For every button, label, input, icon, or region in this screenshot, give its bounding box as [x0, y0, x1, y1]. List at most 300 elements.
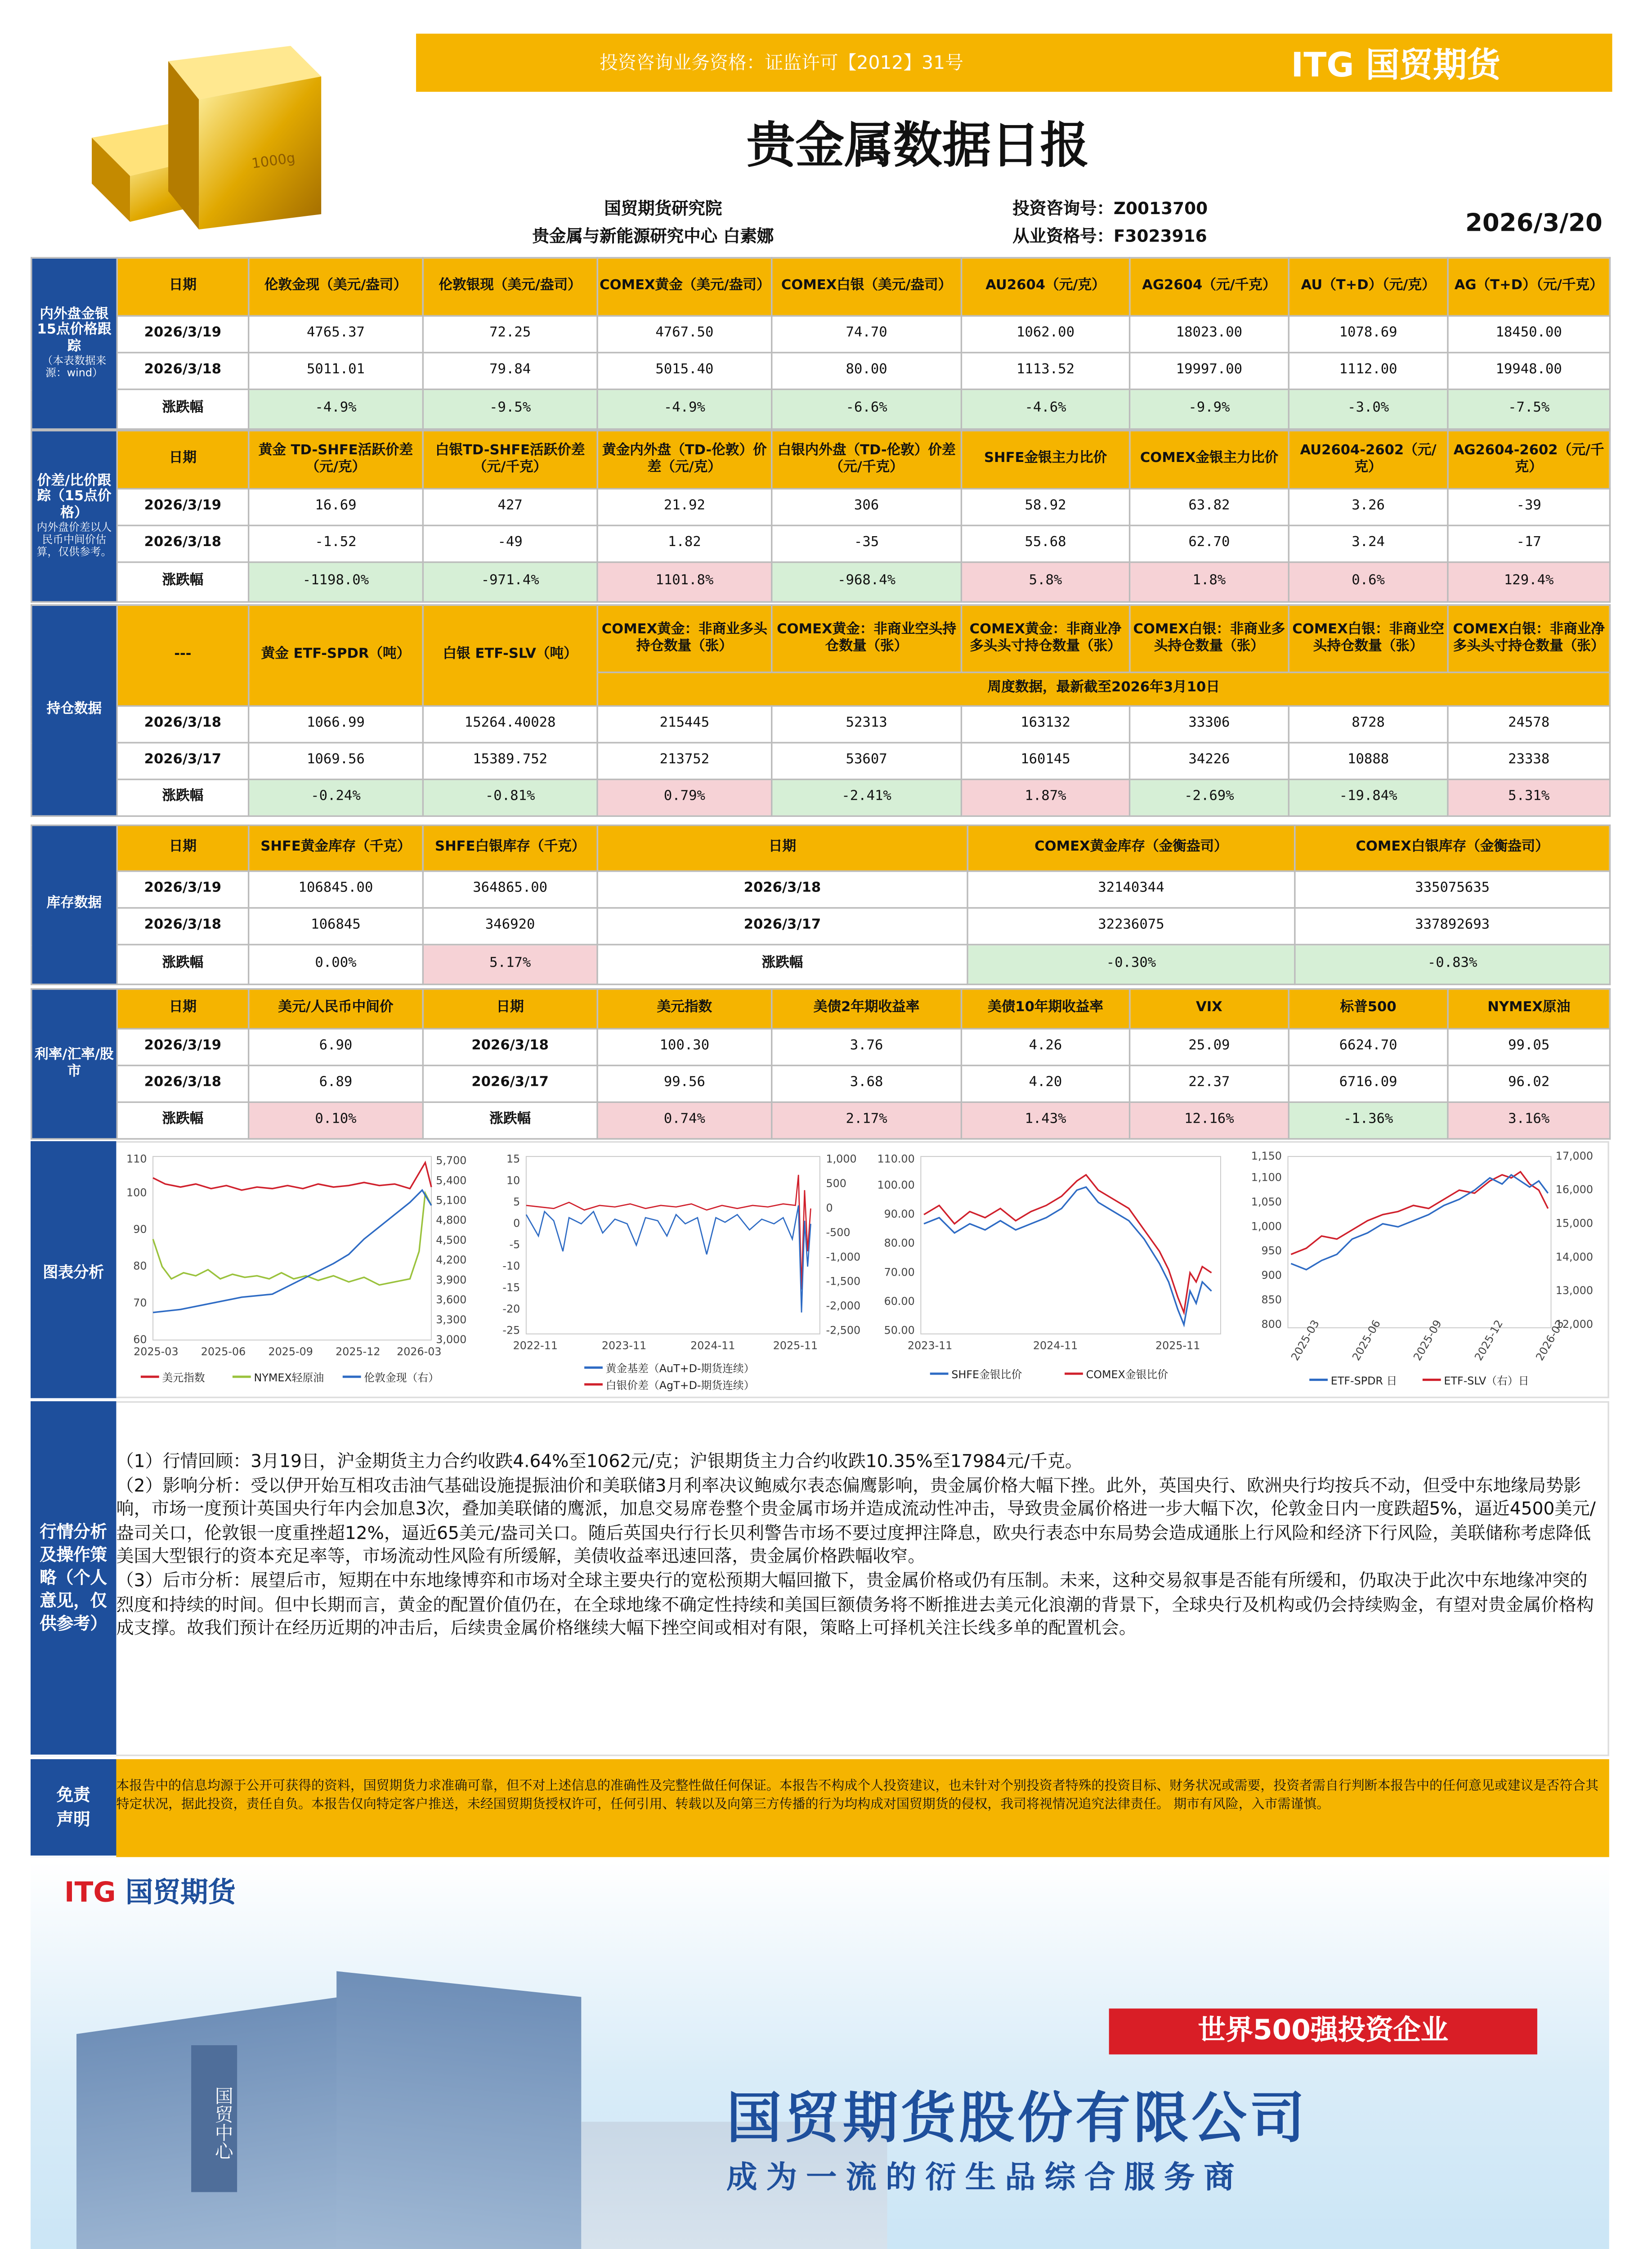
x-ticks: [513, 1340, 818, 1352]
legend-label: COMEX金银比价: [1086, 1368, 1168, 1381]
section-label-price: 内外盘金银15点价格跟踪 （本表数据来源：wind）: [31, 258, 117, 429]
header-cell: SHFE金银主力比价: [961, 430, 1129, 488]
value-cell: 6716.09: [1289, 1066, 1448, 1102]
tick-label: 60: [133, 1333, 147, 1346]
legend-label: 白银价差（AgT+D-期货连续）: [605, 1379, 755, 1392]
y-left-ticks: [877, 1153, 914, 1337]
tick-label: 1,000: [1251, 1220, 1282, 1233]
value-cell: 25.09: [1130, 1029, 1289, 1066]
value-cell: -35: [772, 525, 962, 562]
date-cell: 2026/3/18: [117, 525, 248, 562]
change-cell: 5.31%: [1448, 780, 1610, 816]
legend-label: NYMEX轻原油: [254, 1371, 324, 1384]
tick-label: 70.00: [884, 1266, 915, 1279]
value-cell: 364865.00: [423, 871, 597, 908]
tick-label: 2026-03: [397, 1345, 442, 1358]
change-cell: 1.87%: [961, 780, 1129, 816]
value-cell: 3.24: [1289, 525, 1448, 562]
tick-label: 2025-11: [773, 1339, 818, 1352]
tick-label: -5: [509, 1238, 520, 1251]
series-line-comex-ratio: [924, 1175, 1211, 1313]
table-positions: [31, 604, 1611, 817]
header-cell: 日期: [423, 989, 597, 1029]
change-cell: 0.10%: [249, 1102, 423, 1139]
tick-label: 2023-11: [601, 1339, 647, 1352]
x-ticks: [134, 1345, 441, 1358]
header-cell: COMEX黄金：非商业净多头头寸持仓数量（张）: [961, 605, 1129, 672]
header-cell: 标普500: [1289, 989, 1448, 1029]
change-cell: 0.00%: [249, 945, 423, 984]
change-cell: 0.6%: [1289, 562, 1448, 602]
value-cell: 215445: [597, 706, 772, 743]
series-line-dxy: [153, 1163, 431, 1190]
practice-number: 从业资格号：F3023916: [1012, 226, 1207, 246]
header-cell: 白银内外盘（TD-伦敦）价差（元/千克）: [772, 430, 962, 488]
report-date: 2026/3/20: [1465, 208, 1603, 237]
y-right-ticks: [1556, 1150, 1593, 1331]
tick-label: 15: [506, 1152, 520, 1165]
tick-label: 3,900: [436, 1273, 467, 1286]
header-cell: 美债2年期收益率: [772, 989, 962, 1029]
tick-label: 80: [133, 1259, 147, 1272]
tick-label: 5,100: [436, 1194, 467, 1207]
header-cell: ---: [117, 605, 248, 706]
table-row: [31, 316, 1610, 353]
value-cell: 4.20: [961, 1066, 1129, 1102]
series-line-spdr: [1291, 1175, 1548, 1270]
header-cell: 美债10年期收益率: [961, 989, 1129, 1029]
value-cell: 18450.00: [1448, 316, 1610, 353]
table-row: [31, 525, 1610, 562]
table-row: [31, 489, 1610, 526]
consult-number: 投资咨询号：Z0013700: [1012, 199, 1208, 219]
change-cell: -4.9%: [249, 390, 423, 429]
header-cell: 黄金 TD-SHFE活跃价差（元/克）: [249, 430, 423, 488]
company-slogan: 成为一流的衍生品综合服务商: [726, 2158, 1244, 2195]
y-left-ticks: [1251, 1150, 1282, 1331]
value-cell: 99.05: [1448, 1029, 1610, 1066]
analysis-impact: （2）影响分析：受以伊开始互相攻击油气基础设施提振油价和美联储3月利率决议鲍威尔表态偏鹰影响，贵金属价格大幅下挫。此外，英国央行、欧洲央行均按兵不动，但受中东地缘局势影响，市场一度预计英国央行年内会加息3次，叠加美联储的鹰派，加息交易席卷整个贵金属市场并造成流动性冲击，导致贵金属价格进一步大幅下次，伦敦金日内一度跌超5%，逼近4500美元/盎司关口，伦敦银一度重挫超12%，逼近65美元/盎司关口。随后英国央行行长贝利警告市场不要过度押注降息，欧央行表态中东局势会造成通胀上行风险和经济下行风险，美联储称考虑降低美国大型银行的资本充足率等，市场流动性风险有所缓解，美债收益率迅速回落，贵金属价格跌幅收窄。: [116, 1474, 1596, 1567]
tick-label: 5: [513, 1195, 520, 1208]
gold-bar-image: [76, 31, 336, 245]
tick-label: 12,000: [1555, 1317, 1593, 1331]
tick-label: 110.00: [877, 1152, 915, 1165]
change-row: [31, 1102, 1610, 1139]
change-cell: -0.81%: [423, 780, 597, 816]
tick-label: 800: [1261, 1317, 1282, 1331]
change-cell: -19.84%: [1289, 780, 1448, 816]
change-cell: 0.79%: [597, 780, 772, 816]
value-cell: 15389.752: [423, 743, 597, 780]
value-cell: 5011.01: [249, 353, 423, 390]
change-label: 涨跌幅: [597, 945, 967, 984]
table-spread-tracking: [31, 430, 1611, 603]
value-cell: 3.76: [772, 1029, 962, 1066]
legend-label: ETF-SLV（右）日: [1444, 1374, 1529, 1387]
disclaimer-text: 本报告中的信息均源于公开可获得的资料，国贸期货力求准确可靠，但不对上述信息的准确性及完整性做任何保证。本报告不构成个人投资建议，也未针对个别投资者特殊的投资目标、财务状况或需要，投资者需自行判断本报告中的任何意见或建议是否符合其特定状况，据此投资，责任自负。本报告仅向特定客户推送，未经国贸期货授权许可，任何引用、转载以及向第三方传播的行为均构成对国贸期货的侵权，我司将视情况追究法律责任。 期市有风险，入市需谨慎。: [116, 1779, 1598, 1813]
value-cell: -49: [423, 525, 597, 562]
tick-label: 1,050: [1251, 1195, 1282, 1208]
change-row: [31, 945, 1610, 984]
header-cell: COMEX白银（美元/盎司）: [772, 258, 962, 316]
value-cell: 1069.56: [249, 743, 423, 780]
plot-frame: [921, 1156, 1221, 1334]
tick-label: 90.00: [884, 1208, 915, 1221]
section-label-inventory: 库存数据: [31, 825, 117, 985]
value-cell: 79.84: [423, 353, 597, 390]
date-cell: 2026/3/18: [423, 1029, 597, 1066]
table-row: [31, 743, 1610, 780]
chart-basis-spread: [492, 1144, 867, 1395]
change-row: [31, 562, 1610, 602]
header-cell: AG2604-2602（元/千克）: [1448, 430, 1610, 488]
header-cell: AU2604-2602（元/克）: [1289, 430, 1448, 488]
tick-label: -500: [826, 1226, 851, 1239]
tick-label: 50.00: [884, 1324, 915, 1337]
change-label: 涨跌幅: [117, 562, 248, 602]
table-row: [31, 1029, 1610, 1066]
page-title: 贵金属数据日报: [746, 116, 1089, 175]
header-cell: 伦敦金现（美元/盎司）: [249, 258, 423, 316]
change-cell: -9.5%: [423, 390, 597, 429]
plot-frame: [1288, 1156, 1551, 1328]
date-cell: 2026/3/18: [117, 1066, 248, 1102]
series-line-slv: [1291, 1172, 1548, 1254]
value-cell: 99.56: [597, 1066, 772, 1102]
change-label: 涨跌幅: [117, 1102, 248, 1139]
tick-label: 90: [133, 1223, 147, 1236]
header-cell: SHFE黄金库存（千克）: [249, 825, 423, 871]
legend: [141, 1371, 439, 1384]
research-center: 贵金属与新能源研究中心 白素娜: [532, 226, 774, 246]
legend-label: ETF-SPDR 日: [1330, 1374, 1397, 1387]
tick-label: -10: [502, 1259, 520, 1272]
legend-label: 美元指数: [162, 1371, 205, 1384]
change-cell: -1.36%: [1289, 1102, 1448, 1139]
change-cell: -7.5%: [1448, 390, 1610, 429]
building-sign: 国贸中心: [191, 2045, 237, 2192]
header-cell: AG（T+D）（元/千克）: [1448, 258, 1610, 316]
header-cell: COMEX黄金（美元/盎司）: [597, 258, 772, 316]
change-cell: -4.9%: [597, 390, 772, 429]
tick-label: -20: [502, 1302, 520, 1315]
value-cell: 5015.40: [597, 353, 772, 390]
value-cell: 96.02: [1448, 1066, 1610, 1102]
tick-label: 4,200: [436, 1254, 467, 1267]
value-cell: 3.68: [772, 1066, 962, 1102]
institute: 国贸期货研究院: [604, 199, 722, 219]
value-cell: 1113.52: [961, 353, 1129, 390]
section-label-positions: 持仓数据: [31, 605, 117, 816]
section-label-spread: 价差/比价跟踪（15点价格） 内外盘价差以人民币中间价估算，仅供参考。: [31, 430, 117, 602]
change-cell: 2.17%: [772, 1102, 962, 1139]
header-cell: COMEX黄金：非商业空头持仓数量（张）: [772, 605, 962, 672]
header-cell: 白银 ETF-SLV（吨）: [423, 605, 597, 706]
header-cell: 黄金内外盘（TD-伦敦）价差（元/克）: [597, 430, 772, 488]
value-cell: 427: [423, 489, 597, 526]
value-cell: 8728: [1289, 706, 1448, 743]
table-row: [31, 1066, 1610, 1102]
value-cell: 58.92: [961, 489, 1129, 526]
legend-label: 伦敦金现（右）: [364, 1371, 439, 1384]
tick-label: 2025-09: [268, 1345, 313, 1358]
change-cell: 1101.8%: [597, 562, 772, 602]
table-price-tracking: [31, 257, 1611, 430]
date-cell: 2026/3/17: [597, 908, 967, 945]
value-cell: 160145: [961, 743, 1129, 780]
value-cell: 6624.70: [1289, 1029, 1448, 1066]
chart-gold-silver-ratio: [869, 1144, 1236, 1395]
change-cell: -0.30%: [967, 945, 1295, 984]
table-inventory: [31, 824, 1611, 985]
value-cell: 55.68: [961, 525, 1129, 562]
tick-label: 100.00: [877, 1178, 915, 1192]
tick-label: 80.00: [884, 1237, 915, 1250]
value-cell: 306: [772, 489, 962, 526]
value-cell: 6.90: [249, 1029, 423, 1066]
tick-label: 2025-09: [1410, 1317, 1444, 1363]
tick-label: -25: [502, 1324, 520, 1337]
value-cell: 24578: [1448, 706, 1610, 743]
analysis-text: [116, 1450, 1603, 1641]
tick-label: 2025-03: [134, 1345, 179, 1358]
change-row: [31, 390, 1610, 429]
series-line-gold: [153, 1190, 431, 1313]
value-cell: 1066.99: [249, 706, 423, 743]
value-cell: 22.37: [1130, 1066, 1289, 1102]
tick-label: 10: [506, 1174, 520, 1187]
header-cell: 美元指数: [597, 989, 772, 1029]
value-cell: 4.26: [961, 1029, 1129, 1066]
value-cell: 15264.40028: [423, 706, 597, 743]
value-cell: 16.69: [249, 489, 423, 526]
change-cell: -2.69%: [1130, 780, 1289, 816]
tick-label: 500: [826, 1177, 846, 1190]
tick-label: 100: [126, 1186, 147, 1199]
value-cell: -1.52: [249, 525, 423, 562]
value-cell: 106845.00: [249, 871, 423, 908]
change-label: 涨跌幅: [423, 1102, 597, 1139]
y-right-ticks: [436, 1154, 466, 1346]
section-label-analysis: 行情分析及操作策略（个人意见，仅供参考）: [31, 1401, 116, 1756]
tick-label: 2025-11: [1155, 1339, 1200, 1352]
series-line-oil: [153, 1193, 431, 1285]
tick-label: 4,500: [436, 1233, 467, 1246]
section-label-disclaimer: 免责声明: [31, 1759, 116, 1857]
tick-label: 5,700: [436, 1154, 467, 1167]
value-cell: 23338: [1448, 743, 1610, 780]
change-cell: -0.83%: [1295, 945, 1610, 984]
section-label-charts: 图表分析: [31, 1141, 116, 1400]
tick-label: 2023-11: [908, 1339, 953, 1352]
header-cell: VIX: [1130, 989, 1289, 1029]
tick-label: 3,600: [436, 1293, 467, 1306]
x-ticks: [1289, 1318, 1567, 1363]
legend-label: 黄金基差（AuT+D-期货连续）: [605, 1362, 755, 1375]
value-cell: 52313: [772, 706, 962, 743]
value-cell: 3.26: [1289, 489, 1448, 526]
tick-label: 3,000: [436, 1333, 467, 1346]
header-cell: 伦敦银现（美元/盎司）: [423, 258, 597, 316]
banner-logo: ITG 国贸期货: [64, 1877, 236, 1909]
analysis-review: （1）行情回顾：3月19日，沪金期货主力合约收跌4.64%至1062元/克；沪银期货主力合约收跌10.35%至17984元/千克。: [116, 1450, 1083, 1472]
value-cell: 10888: [1289, 743, 1448, 780]
value-cell: -17: [1448, 525, 1610, 562]
change-cell: 3.16%: [1448, 1102, 1610, 1139]
tick-label: 0: [513, 1217, 520, 1230]
tick-label: 2024-11: [1033, 1339, 1078, 1352]
value-cell: 1078.69: [1289, 316, 1448, 353]
company-name: 国贸期货股份有限公司: [726, 2088, 1308, 2151]
tick-label: 15,000: [1555, 1217, 1593, 1230]
fortune500-tag: 世界500强投资企业: [1109, 2008, 1537, 2054]
tick-label: 14,000: [1555, 1250, 1593, 1263]
tick-label: 2024-11: [690, 1339, 735, 1352]
table-row: [31, 908, 1610, 945]
header-cell: COMEX黄金库存（金衡盎司）: [967, 825, 1295, 871]
plot-frame: [526, 1156, 820, 1334]
value-cell: 1.82: [597, 525, 772, 562]
change-cell: -3.0%: [1289, 390, 1448, 429]
table-row: [31, 871, 1610, 908]
tick-label: 1,100: [1251, 1171, 1282, 1184]
value-cell: 335075635: [1295, 871, 1610, 908]
date-cell: 2026/3/18: [117, 353, 248, 390]
legend: [584, 1362, 754, 1392]
header-cell: 白银TD-SHFE活跃价差（元/千克）: [423, 430, 597, 488]
y-right-ticks: [826, 1153, 860, 1337]
series-line-shfe-ratio: [924, 1187, 1211, 1325]
brand-logo: ITG 国贸期货: [1291, 47, 1501, 86]
tick-label: 2025-12: [336, 1345, 381, 1358]
change-cell: 129.4%: [1448, 562, 1610, 602]
gold-bar-stamp: 1000g: [251, 150, 296, 172]
header-cell: AU2604（元/克）: [961, 258, 1129, 316]
tick-label: -1,000: [826, 1250, 861, 1263]
header-cell: COMEX白银：非商业净多头头寸持仓数量（张）: [1448, 605, 1610, 672]
header-cell: COMEX白银：非商业空头持仓数量（张）: [1289, 605, 1448, 672]
value-cell: 53607: [772, 743, 962, 780]
date-cell: 2026/3/19: [117, 871, 248, 908]
header-cell: 美元/人民币中间价: [249, 989, 423, 1029]
header-cell: 日期: [117, 430, 248, 488]
tick-label: 2025-12: [1472, 1317, 1505, 1363]
value-cell: 63.82: [1130, 489, 1289, 526]
top-banner: [416, 34, 1612, 92]
tick-label: 16,000: [1555, 1183, 1593, 1196]
change-cell: 1.43%: [961, 1102, 1129, 1139]
header-cell: COMEX金银主力比价: [1130, 430, 1289, 488]
header-cell: COMEX白银库存（金衡盎司）: [1295, 825, 1610, 871]
header-cell: AU（T+D）（元/克）: [1289, 258, 1448, 316]
date-cell: 2026/3/18: [117, 706, 248, 743]
value-cell: 1062.00: [961, 316, 1129, 353]
change-cell: -0.24%: [249, 780, 423, 816]
tick-label: -2,000: [826, 1299, 861, 1313]
value-cell: 18023.00: [1130, 316, 1289, 353]
tick-label: 110: [126, 1152, 147, 1165]
tick-label: 1,150: [1251, 1149, 1282, 1162]
x-ticks: [908, 1340, 1200, 1352]
change-label: 涨跌幅: [117, 945, 248, 984]
company-banner: [31, 1862, 1609, 2249]
value-cell: 72.25: [423, 316, 597, 353]
change-cell: -968.4%: [772, 562, 962, 602]
date-cell: 2026/3/19: [117, 1029, 248, 1066]
tick-label: 17,000: [1555, 1149, 1593, 1162]
value-cell: 337892693: [1295, 908, 1610, 945]
date-cell: 2026/3/18: [117, 908, 248, 945]
date-cell: 2026/3/17: [117, 743, 248, 780]
header-cell: 日期: [117, 258, 248, 316]
change-row: [31, 780, 1610, 816]
tick-label: 13,000: [1555, 1284, 1593, 1297]
change-cell: 5.8%: [961, 562, 1129, 602]
date-cell: 2026/3/18: [597, 871, 967, 908]
value-cell: 21.92: [597, 489, 772, 526]
value-cell: 163132: [961, 706, 1129, 743]
header-cell: 日期: [597, 825, 967, 871]
section-label-rates: 利率/汇率/股市: [31, 989, 117, 1139]
tick-label: -15: [502, 1281, 520, 1294]
change-cell: -6.6%: [772, 390, 962, 429]
analysis-outlook: （3）后市分析：展望后市，短期在中东地缘博弈和市场对全球主要央行的宽松预期大幅回撤下，贵金属价格或仍有压制。未来，这种交易叙事是否能有所缓和，仍取决于此次中东地缘冲突的烈度和持续的时间。但中长期而言，黄金的配置价值仍在，在全球地缘不确定性持续和美国巨额债务将不断推进去美元化浪潮的背景下，全球央行及机构或仍会持续购金，有望对贵金属价格构成支撑。故我们预计在经历近期的冲击后，后续贵金属价格继续大幅下挫空间或相对有限，策略上可择机关注长线多单的配置机会。: [116, 1569, 1594, 1639]
chart-dxy-oil-gold: [119, 1144, 486, 1395]
chart-etf-holdings: [1242, 1144, 1609, 1395]
change-label: 涨跌幅: [117, 390, 248, 429]
table-row: [31, 353, 1610, 390]
change-cell: 1.8%: [1130, 562, 1289, 602]
y-left-ticks: [126, 1153, 147, 1346]
tick-label: 60.00: [884, 1295, 915, 1308]
value-cell: 6.89: [249, 1066, 423, 1102]
tick-label: 850: [1261, 1293, 1282, 1306]
value-cell: 62.70: [1130, 525, 1289, 562]
table-rates: [31, 988, 1611, 1140]
y-left-ticks: [502, 1153, 520, 1337]
change-label: 涨跌幅: [117, 780, 248, 816]
date-cell: 2026/3/19: [117, 489, 248, 526]
change-cell: -2.41%: [772, 780, 962, 816]
tick-label: 4,800: [436, 1214, 467, 1227]
change-cell: 0.74%: [597, 1102, 772, 1139]
header-cell: SHFE白银库存（千克）: [423, 825, 597, 871]
value-cell: 106845: [249, 908, 423, 945]
change-cell: -971.4%: [423, 562, 597, 602]
series-line-gold-basis: [526, 1205, 811, 1313]
header-cell: 日期: [117, 989, 248, 1029]
license-text: 投资咨询业务资格：证监许可【2012】31号: [600, 52, 963, 74]
header-cell: COMEX白银：非商业多头持仓数量（张）: [1130, 605, 1289, 672]
value-cell: 4767.50: [597, 316, 772, 353]
header-cell: AG2604（元/千克）: [1130, 258, 1289, 316]
date-cell: 2026/3/19: [117, 316, 248, 353]
change-cell: -4.6%: [961, 390, 1129, 429]
value-cell: 32236075: [967, 908, 1295, 945]
tick-label: -1,500: [826, 1275, 861, 1288]
header-cell: 黄金 ETF-SPDR（吨）: [249, 605, 423, 706]
tick-label: 70: [133, 1296, 147, 1309]
tick-label: 2026-03: [1533, 1317, 1567, 1363]
tick-label: 950: [1261, 1244, 1282, 1257]
tick-label: 2025-03: [1288, 1317, 1322, 1363]
value-cell: 346920: [423, 908, 597, 945]
change-cell: -1198.0%: [249, 562, 423, 602]
date-cell: 2026/3/17: [423, 1066, 597, 1102]
value-cell: 80.00: [772, 353, 962, 390]
value-cell: 32140344: [967, 871, 1295, 908]
tick-label: 2025-06: [201, 1345, 246, 1358]
